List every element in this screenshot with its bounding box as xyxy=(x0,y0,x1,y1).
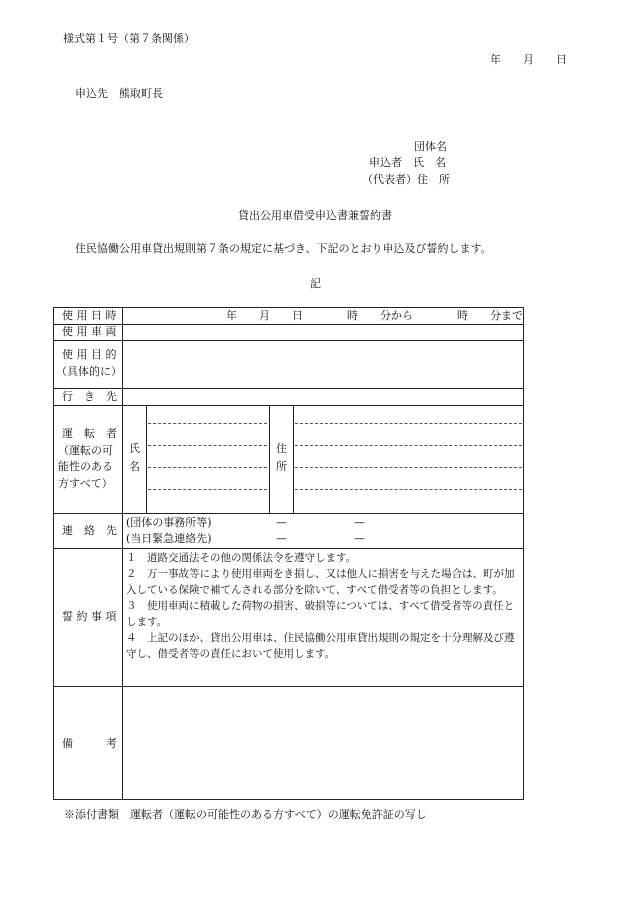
applicant-address: （代表者）住 所 xyxy=(362,173,450,186)
applicant-org: 団体名 xyxy=(414,140,447,153)
emergency-phone-dash-1: — xyxy=(276,532,287,545)
destination-label: 行 き 先 xyxy=(62,390,117,403)
office-phone-dash-2: — xyxy=(354,516,365,529)
remarks-field[interactable] xyxy=(124,688,522,798)
use-datetime-field[interactable]: 年 月 日 時 分から 時 分まで xyxy=(226,309,523,322)
label-column-divider xyxy=(122,308,123,799)
addressee: 申込先 熊取町長 xyxy=(75,87,163,100)
pledge-item-4: ４ 上記のほか、貸出公用車は、住民協働公用車貸出規則の規定を十分理解及び遵守し、借受者等の責任において使用します。 xyxy=(126,632,515,660)
contact-office-label: (団体の事務所等) xyxy=(126,516,212,529)
office-phone-dash-1: — xyxy=(276,516,287,529)
document-title: 貸出公用車借受申込書兼誓約書 xyxy=(238,209,392,222)
driver-address-line[interactable] xyxy=(295,467,522,468)
pledge-item-1: １ 道路交通法その他の関係法令を遵守します。 xyxy=(126,552,357,564)
driver-name-line[interactable] xyxy=(148,467,267,468)
attachment-note: ※添付書類 運転者（運転の可能性のある方すべて）の運転免許証の写し xyxy=(64,808,427,821)
date-line: 年 月 日 xyxy=(490,53,567,66)
pledge-label: 誓 約 事 項 xyxy=(62,610,117,623)
driver-label: 運 転 者 xyxy=(62,427,117,440)
purpose-field[interactable] xyxy=(124,341,522,387)
intro-text: 住民協働公用車貸出規則第７条の規定に基づき、下記のとおり申込及び誓約します。 xyxy=(75,242,492,255)
emergency-phone-dash-2: — xyxy=(354,532,365,545)
form-number: 様式第１号（第７条関係） xyxy=(63,32,195,45)
name-label-top: 氏 xyxy=(129,442,140,455)
driver-sublabel-1: （運転の可 xyxy=(58,444,113,457)
purpose-sublabel: （具体的に） xyxy=(56,365,122,378)
pledge-item-3: ３ 使用車両に積載した荷物の損害、破損等については、すべて借受者等の責任とします。 xyxy=(126,600,515,628)
driver-address-line[interactable] xyxy=(295,489,522,490)
driver-name-line[interactable] xyxy=(148,423,267,424)
use-datetime-label: 使 用 日 時 xyxy=(62,309,117,322)
pledge-item-2: ２ 万一事故等により使用車両をき損し、又は他人に損害を与えた場合は、町が加入している保険で補てんされる部分を除いて、すべて借受者等の負担とします。 xyxy=(126,568,515,596)
destination-field[interactable] xyxy=(124,390,522,404)
contact-label: 連 絡 先 xyxy=(62,524,117,537)
vehicle-label: 使 用 車 両 xyxy=(62,325,117,338)
ki-marker: 記 xyxy=(310,277,321,290)
address-label-top: 住 xyxy=(276,442,287,455)
driver-name-line[interactable] xyxy=(148,445,267,446)
application-form-table xyxy=(53,307,524,800)
driver-sublabel-3: 方すべて） xyxy=(58,477,113,490)
applicant-name: 申込者 氏 名 xyxy=(369,156,446,169)
pledge-list xyxy=(126,550,517,662)
driver-address-line[interactable] xyxy=(295,445,522,446)
driver-address-line[interactable] xyxy=(295,423,522,424)
name-label-bottom: 名 xyxy=(129,460,140,473)
remarks-label: 備 考 xyxy=(62,737,117,750)
driver-name-line[interactable] xyxy=(148,489,267,490)
address-label-bottom: 所 xyxy=(276,460,287,473)
driver-sublabel-2: 能性のある xyxy=(58,460,113,473)
contact-emergency-label: (当日緊急連絡先) xyxy=(126,532,212,545)
vehicle-field[interactable] xyxy=(124,325,522,339)
purpose-label: 使 用 目 的 xyxy=(62,348,117,361)
